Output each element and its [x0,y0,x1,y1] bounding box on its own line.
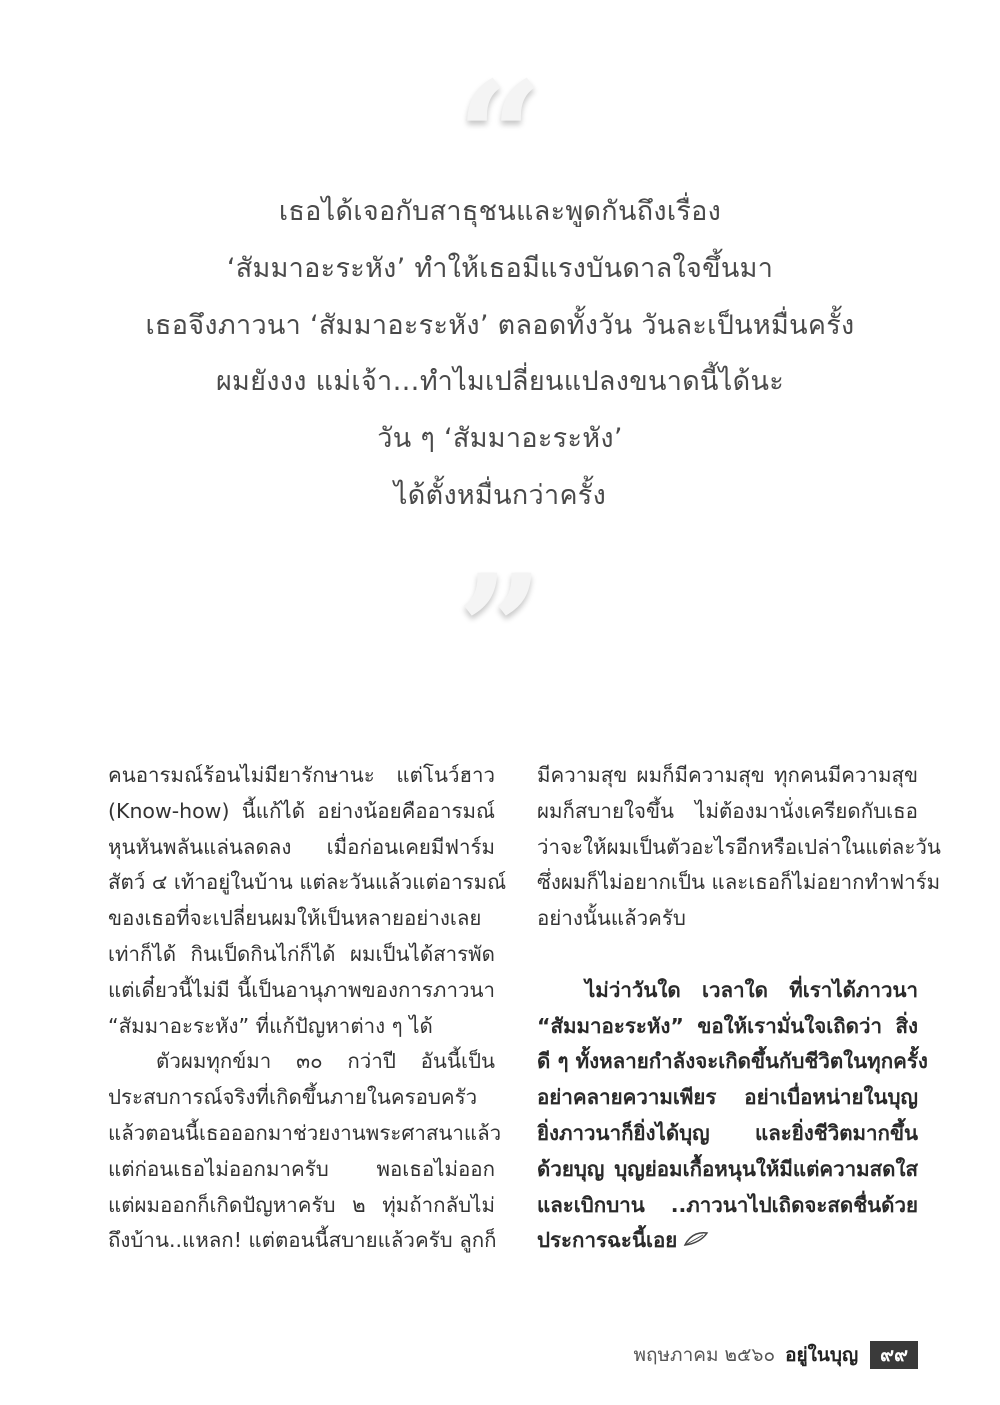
body-line: (Know-how) นี้แก้ได้ อย่างน้อยคืออารมณ์ [108,798,495,823]
body-line: หุนหันพลันแล่นลดลง เมื่อก่อนเคยมีฟาร์ม [108,834,495,859]
closing-line: และเบิกบาน ..ภาวนาไปเถิดจะสดชื่นด้วย [537,1192,918,1217]
body-line: ตัวผมทุกข์มา ๓๐ กว่าปี อันนี้เป็น [156,1049,495,1074]
pull-quote-line: เธอได้เจอกับสาธุชนและพูดกันถึงเรื่อง [278,196,722,227]
left-column [108,758,507,1259]
body-line: ว่าจะให้ผมเป็นตัวอะไรอีกหรือเปล่าในแต่ละวัน [537,834,941,859]
body-line: ซึ่งผมก็ไม่อยากเป็น และเธอก็ไม่อยากทำฟาร์ม [537,870,941,895]
closing-line-text: ประการฉะนี้เอย [537,1228,678,1253]
body-line: “สัมมาอะระหัง” ที่แก้ปัญหาต่าง ๆ ได้ [108,1013,433,1038]
body-line: แล้วตอนนี้เธอออกมาช่วยงานพระศาสนาแล้ว [108,1120,502,1145]
closing-line: อย่าคลายความเพียร อย่าเบื่อหน่ายในบุญ [537,1085,918,1110]
closing-line: ดี ๆ ทั้งหลายกำลังจะเกิดขึ้นกับชีวิตในทุกครั้ง [537,1049,928,1074]
closing-line: ยิ่งภาวนาก็ยิ่งได้บุญ และยิ่งชีวิตมากขึ้น [537,1120,918,1145]
page-footer [634,1341,919,1369]
body-line: คนอารมณ์ร้อนไม่มียารักษานะ แต่โนว์ฮาว [108,763,495,787]
body-line: ถึงบ้าน..แหลก! แต่ตอนนี้สบายแล้วครับ ลูกก็ [108,1228,497,1253]
pull-quote-line: เธอจึงภาวนา ‘สัมมาอะระหัง’ ตลอดทั้งวัน วันละเป็นหมื่นครั้ง [145,309,855,341]
body-line: อย่างนั้นแล้วครับ [537,906,686,931]
body-line: เท่าก็ได้ กินเป็ดกินไก่ก็ได้ ผมเป็นได้สารพัด [108,941,495,966]
opening-quote-mark: “ [456,49,544,225]
pull-quote [100,184,900,525]
pull-quote-line: วัน ๆ ‘สัมมาอะระหัง’ [377,423,623,455]
body-line: ประสบการณ์จริงที่เกิดขึ้นภายในครอบครัว [108,1085,478,1110]
closing-line-end [537,1223,918,1259]
body-line: มีความสุข ผมก็มีความสุข ทุกคนมีความสุข [537,763,918,787]
paragraph-gap [537,937,918,973]
right-column [537,758,941,1259]
pull-quote-line: ได้ตั้งหมื่นกว่าครั้ง [393,479,607,511]
leaf-end-mark-icon [683,1223,709,1259]
pull-quote-line: ผมยังงง แม่เจ้า…ทำไมเปลี่ยนแปลงขนาดนี้ได้นะ [215,366,785,398]
pull-quote-line: ‘สัมมาอะระหัง’ ทำให้เธอมีแรงบันดาลใจขึ้นมา [226,252,774,284]
magazine-name: อยู่ในบุญ [785,1344,859,1366]
body-line: แต่ก่อนเธอไม่ออกมาครับ พอเธอไม่ออก [108,1156,495,1181]
issue-date: พฤษภาคม ๒๕๖๐ [633,1344,776,1366]
body-line: ของเธอที่จะเปลี่ยนผมให้เป็นหลายอย่างเลย [108,906,482,931]
body-line: แต่เดี๋ยวนี้ไม่มี นี้เป็นอานุภาพของการภาวนา [108,977,495,1002]
body-line: แต่ผมออกก็เกิดปัญหาครับ ๒ ทุ่มถ้ากลับไม่ [108,1192,495,1217]
body-line: ผมก็สบายใจขึ้น ไม่ต้องมานั่งเครียดกับเธอ [537,798,918,823]
closing-line: “สัมมาอะระหัง” ขอให้เรามั่นใจเถิดว่า สิ่ง [537,1013,918,1038]
page-number: ๙๙ [870,1341,918,1369]
closing-line: ด้วยบุญ บุญย่อมเกื้อหนุนให้มีแต่ความสดใส [537,1156,918,1181]
closing-line: ไม่ว่าวันใด เวลาใด ที่เราได้ภาวนา [585,977,918,1002]
closing-quote-mark: ” [456,542,544,718]
body-line: สัตว์ ๔ เท้าอยู่ในบ้าน แต่ละวันแล้วแต่อารมณ์ [108,870,507,895]
